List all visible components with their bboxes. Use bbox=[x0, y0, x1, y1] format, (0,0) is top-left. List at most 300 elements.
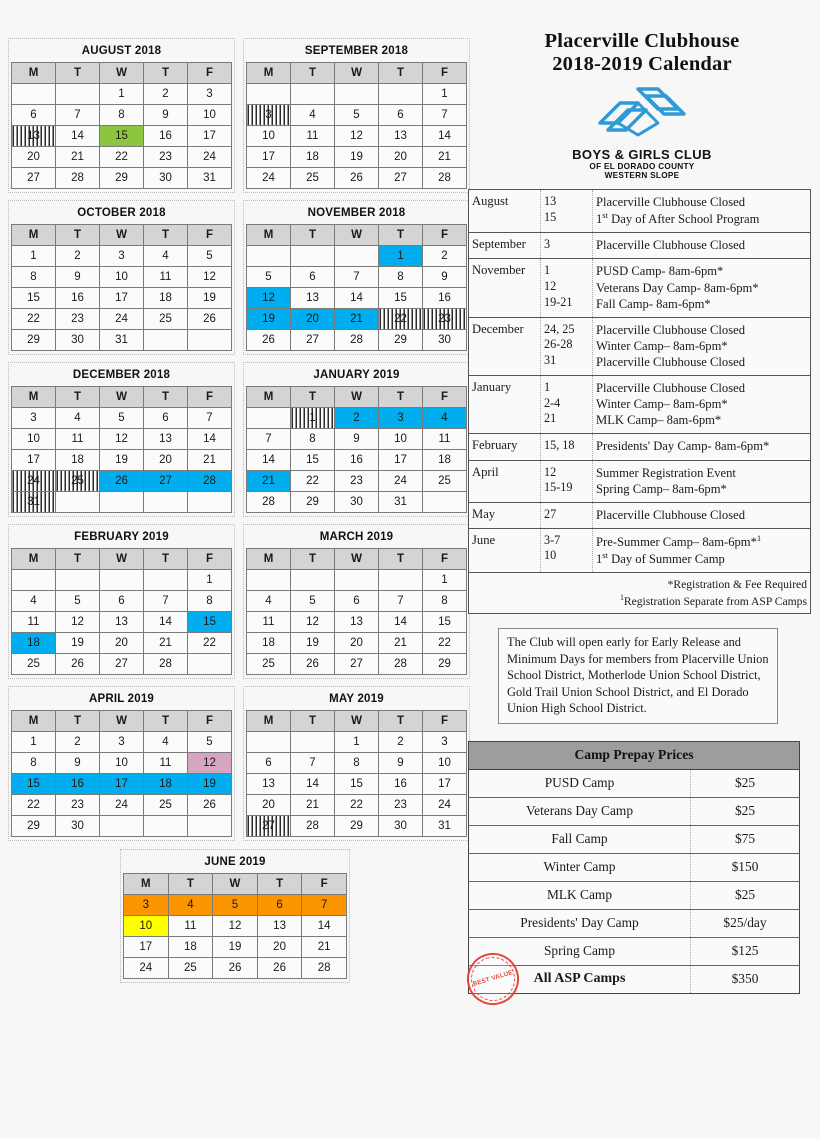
month-table bbox=[246, 548, 467, 675]
price-value: $75 bbox=[691, 825, 800, 853]
day-cell[interactable]: 6 bbox=[257, 895, 302, 916]
day-cell[interactable]: 28 bbox=[247, 492, 291, 513]
week-row bbox=[12, 105, 232, 126]
week-row bbox=[247, 591, 467, 612]
event-month: August bbox=[469, 189, 541, 232]
day-cell[interactable]: 1 bbox=[12, 246, 56, 267]
day-cell[interactable]: 19 bbox=[56, 633, 100, 654]
month-table bbox=[123, 873, 347, 979]
day-cell-empty bbox=[291, 246, 335, 267]
day-cell[interactable]: 19 bbox=[100, 450, 144, 471]
day-cell[interactable]: 16 bbox=[56, 774, 100, 795]
day-cell[interactable]: 14 bbox=[379, 612, 423, 633]
day-cell[interactable]: 29 bbox=[291, 492, 335, 513]
event-row bbox=[469, 376, 811, 434]
day-cell[interactable]: 29 bbox=[379, 330, 423, 351]
day-cell[interactable]: 20 bbox=[291, 309, 335, 330]
day-cell[interactable]: 4 bbox=[168, 895, 213, 916]
month-title: NOVEMBER 2018 bbox=[307, 207, 406, 219]
day-cell[interactable]: 3 bbox=[12, 408, 56, 429]
day-cell[interactable]: 1 bbox=[335, 732, 379, 753]
day-cell[interactable]: 27 bbox=[12, 168, 56, 189]
day-cell[interactable]: 5 bbox=[291, 591, 335, 612]
day-cell[interactable]: 24 bbox=[423, 795, 467, 816]
week-row bbox=[247, 753, 467, 774]
day-cell[interactable]: 18 bbox=[423, 450, 467, 471]
week-row bbox=[247, 84, 467, 105]
event-month: May bbox=[469, 502, 541, 528]
day-cell[interactable]: 28 bbox=[56, 168, 100, 189]
day-cell[interactable]: 22 bbox=[12, 795, 56, 816]
day-cell[interactable]: 7 bbox=[56, 105, 100, 126]
weekday-header: T bbox=[56, 711, 100, 732]
day-cell[interactable]: 23 bbox=[144, 147, 188, 168]
day-cell[interactable]: 12 bbox=[247, 288, 291, 309]
day-cell[interactable]: 25 bbox=[423, 471, 467, 492]
day-cell[interactable]: 2 bbox=[335, 408, 379, 429]
weekday-header: W bbox=[100, 387, 144, 408]
day-cell[interactable]: 16 bbox=[56, 288, 100, 309]
day-cell[interactable]: 4 bbox=[56, 408, 100, 429]
day-cell[interactable]: 24 bbox=[247, 168, 291, 189]
day-cell[interactable]: 31 bbox=[379, 492, 423, 513]
day-cell[interactable]: 31 bbox=[100, 330, 144, 351]
event-date: 15-19 bbox=[544, 480, 573, 495]
day-cell[interactable]: 15 bbox=[12, 774, 56, 795]
day-cell[interactable]: 3 bbox=[188, 84, 232, 105]
day-cell[interactable]: 4 bbox=[12, 591, 56, 612]
day-cell[interactable]: 31 bbox=[188, 168, 232, 189]
day-cell[interactable]: 18 bbox=[12, 633, 56, 654]
day-cell[interactable]: 16 bbox=[423, 288, 467, 309]
day-cell[interactable]: 21 bbox=[335, 309, 379, 330]
day-cell[interactable]: 30 bbox=[423, 330, 467, 351]
day-cell[interactable]: 2 bbox=[379, 732, 423, 753]
day-cell[interactable]: 6 bbox=[100, 591, 144, 612]
weekday-header: W bbox=[100, 225, 144, 246]
day-cell[interactable]: 24 bbox=[188, 147, 232, 168]
day-cell[interactable]: 30 bbox=[144, 168, 188, 189]
day-cell[interactable]: 14 bbox=[56, 126, 100, 147]
day-cell[interactable]: 1 bbox=[100, 84, 144, 105]
day-cell[interactable]: 14 bbox=[302, 916, 347, 937]
weekday-header: F bbox=[188, 225, 232, 246]
day-cell[interactable]: 5 bbox=[188, 732, 232, 753]
event-row bbox=[469, 317, 811, 375]
day-cell[interactable]: 26 bbox=[335, 168, 379, 189]
day-cell[interactable]: 8 bbox=[335, 753, 379, 774]
day-cell[interactable]: 26 bbox=[247, 330, 291, 351]
day-cell[interactable]: 20 bbox=[247, 795, 291, 816]
day-cell[interactable]: 7 bbox=[335, 267, 379, 288]
day-cell[interactable]: 16 bbox=[144, 126, 188, 147]
day-cell[interactable]: 23 bbox=[56, 309, 100, 330]
day-cell[interactable]: 29 bbox=[423, 654, 467, 675]
day-cell[interactable]: 10 bbox=[379, 429, 423, 450]
event-dates bbox=[541, 434, 593, 460]
day-cell[interactable]: 30 bbox=[56, 330, 100, 351]
event-footnotes bbox=[469, 573, 811, 614]
day-cell[interactable]: 8 bbox=[12, 267, 56, 288]
price-row bbox=[469, 937, 800, 965]
day-cell[interactable]: 5 bbox=[213, 895, 258, 916]
day-cell[interactable]: 22 bbox=[379, 309, 423, 330]
day-cell[interactable]: 18 bbox=[144, 774, 188, 795]
day-cell[interactable]: 27 bbox=[291, 330, 335, 351]
day-cell[interactable]: 12 bbox=[213, 916, 258, 937]
day-cell[interactable]: 11 bbox=[291, 126, 335, 147]
day-cell[interactable]: 17 bbox=[124, 937, 169, 958]
day-cell[interactable]: 18 bbox=[144, 288, 188, 309]
day-cell-empty bbox=[144, 492, 188, 513]
day-cell[interactable]: 28 bbox=[188, 471, 232, 492]
day-cell[interactable]: 15 bbox=[423, 612, 467, 633]
day-cell[interactable]: 1 bbox=[423, 84, 467, 105]
page-title bbox=[468, 30, 816, 76]
day-cell[interactable]: 8 bbox=[291, 429, 335, 450]
week-row bbox=[247, 816, 467, 837]
day-cell[interactable]: 7 bbox=[302, 895, 347, 916]
day-cell[interactable]: 6 bbox=[335, 591, 379, 612]
day-cell[interactable]: 1 bbox=[379, 246, 423, 267]
day-cell[interactable]: 12 bbox=[291, 612, 335, 633]
day-cell[interactable]: 11 bbox=[144, 753, 188, 774]
day-cell[interactable]: 9 bbox=[379, 753, 423, 774]
day-cell[interactable]: 10 bbox=[100, 753, 144, 774]
day-cell[interactable]: 25 bbox=[247, 654, 291, 675]
day-cell[interactable]: 8 bbox=[12, 753, 56, 774]
day-cell[interactable]: 13 bbox=[12, 126, 56, 147]
day-cell[interactable]: 1 bbox=[423, 570, 467, 591]
day-cell[interactable]: 8 bbox=[188, 591, 232, 612]
day-cell[interactable]: 13 bbox=[291, 288, 335, 309]
day-cell[interactable]: 25 bbox=[56, 471, 100, 492]
day-cell[interactable]: 20 bbox=[335, 633, 379, 654]
day-cell[interactable]: 11 bbox=[247, 612, 291, 633]
day-cell[interactable]: 28 bbox=[423, 168, 467, 189]
day-cell[interactable]: 2 bbox=[423, 246, 467, 267]
day-cell[interactable]: 28 bbox=[144, 654, 188, 675]
day-cell[interactable]: 19 bbox=[213, 937, 258, 958]
day-cell[interactable]: 12 bbox=[188, 267, 232, 288]
day-cell[interactable]: 19 bbox=[335, 147, 379, 168]
day-cell[interactable]: 24 bbox=[12, 471, 56, 492]
day-cell[interactable]: 20 bbox=[144, 450, 188, 471]
day-cell[interactable]: 16 bbox=[335, 450, 379, 471]
day-cell[interactable]: 23 bbox=[379, 795, 423, 816]
day-cell[interactable]: 30 bbox=[335, 492, 379, 513]
months-host bbox=[0, 38, 470, 990]
day-cell-empty bbox=[335, 246, 379, 267]
price-row bbox=[469, 909, 800, 937]
weekday-header: W bbox=[100, 549, 144, 570]
day-cell[interactable]: 4 bbox=[247, 591, 291, 612]
day-cell[interactable]: 3 bbox=[423, 732, 467, 753]
day-cell[interactable]: 17 bbox=[100, 774, 144, 795]
day-cell[interactable]: 6 bbox=[291, 267, 335, 288]
day-cell[interactable]: 20 bbox=[379, 147, 423, 168]
day-cell[interactable]: 14 bbox=[335, 288, 379, 309]
day-cell[interactable]: 21 bbox=[291, 795, 335, 816]
day-cell[interactable]: 4 bbox=[144, 246, 188, 267]
price-name: BEST VALUE All ASP Camps bbox=[469, 965, 691, 993]
day-cell[interactable]: 14 bbox=[291, 774, 335, 795]
day-cell[interactable]: 14 bbox=[423, 126, 467, 147]
month-title: JANUARY 2019 bbox=[313, 369, 400, 381]
day-cell[interactable]: 10 bbox=[124, 916, 169, 937]
day-cell[interactable]: 10 bbox=[12, 429, 56, 450]
logo-org-sub1: OF EL DORADO COUNTY bbox=[589, 161, 695, 171]
week-row bbox=[12, 408, 232, 429]
event-dates bbox=[541, 189, 593, 232]
day-cell[interactable]: 16 bbox=[379, 774, 423, 795]
prices-table-title: Camp Prepay Prices bbox=[469, 741, 800, 769]
day-cell[interactable]: 31 bbox=[423, 816, 467, 837]
day-cell[interactable]: 3 bbox=[247, 105, 291, 126]
day-cell[interactable]: 17 bbox=[247, 147, 291, 168]
day-cell[interactable]: 11 bbox=[423, 429, 467, 450]
day-cell[interactable]: 10 bbox=[247, 126, 291, 147]
day-cell[interactable]: 25 bbox=[291, 168, 335, 189]
day-cell[interactable]: 11 bbox=[12, 612, 56, 633]
day-cell[interactable]: 14 bbox=[247, 450, 291, 471]
event-description: Pre-Summer Camp– 8am-6pm*$^1$ bbox=[596, 532, 762, 550]
day-cell[interactable]: 27 bbox=[335, 654, 379, 675]
day-cell[interactable]: 15 bbox=[379, 288, 423, 309]
day-cell[interactable]: 7 bbox=[188, 408, 232, 429]
day-cell[interactable]: 29 bbox=[12, 330, 56, 351]
day-cell[interactable]: 4 bbox=[144, 732, 188, 753]
day-cell[interactable]: 30 bbox=[379, 816, 423, 837]
day-cell[interactable]: 28 bbox=[379, 654, 423, 675]
event-description: Placerville Clubhouse Closed bbox=[596, 354, 746, 369]
day-cell[interactable]: 17 bbox=[12, 450, 56, 471]
week-row bbox=[247, 471, 467, 492]
day-cell[interactable]: 26 bbox=[291, 654, 335, 675]
week-row bbox=[247, 309, 467, 330]
event-footnotes-row bbox=[469, 573, 811, 614]
day-cell[interactable]: 13 bbox=[379, 126, 423, 147]
day-cell[interactable]: 29 bbox=[12, 816, 56, 837]
day-cell[interactable]: 20 bbox=[100, 633, 144, 654]
day-cell[interactable]: 24 bbox=[100, 795, 144, 816]
day-cell[interactable]: 13 bbox=[257, 916, 302, 937]
day-cell[interactable]: 25 bbox=[168, 958, 213, 979]
day-cell[interactable]: 27 bbox=[144, 471, 188, 492]
event-descriptions bbox=[593, 376, 811, 434]
day-cell[interactable]: 26 bbox=[257, 958, 302, 979]
day-cell[interactable]: 4 bbox=[291, 105, 335, 126]
day-cell[interactable]: 7 bbox=[379, 591, 423, 612]
day-cell[interactable]: 18 bbox=[168, 937, 213, 958]
event-description: Winter Camp– 8am-6pm* bbox=[596, 397, 728, 412]
day-cell[interactable]: 2 bbox=[56, 246, 100, 267]
day-cell[interactable]: 24 bbox=[124, 958, 169, 979]
week-row bbox=[247, 288, 467, 309]
day-cell[interactable]: 14 bbox=[144, 612, 188, 633]
day-cell[interactable]: 28 bbox=[302, 958, 347, 979]
day-cell[interactable]: 12 bbox=[335, 126, 379, 147]
day-cell[interactable]: 10 bbox=[188, 105, 232, 126]
day-cell[interactable]: 20 bbox=[12, 147, 56, 168]
day-cell[interactable]: 29 bbox=[335, 816, 379, 837]
day-cell[interactable]: 21 bbox=[302, 937, 347, 958]
day-cell[interactable]: 27 bbox=[247, 816, 291, 837]
day-cell[interactable]: 15 bbox=[188, 612, 232, 633]
day-cell[interactable]: 5 bbox=[188, 246, 232, 267]
day-cell[interactable]: 7 bbox=[247, 429, 291, 450]
day-cell[interactable]: 5 bbox=[247, 267, 291, 288]
day-cell[interactable]: 31 bbox=[12, 492, 56, 513]
day-cell[interactable]: 7 bbox=[423, 105, 467, 126]
day-cell[interactable]: 22 bbox=[335, 795, 379, 816]
day-cell[interactable]: 21 bbox=[247, 471, 291, 492]
day-cell[interactable]: 12 bbox=[100, 429, 144, 450]
day-cell[interactable]: 21 bbox=[188, 450, 232, 471]
day-cell[interactable]: 7 bbox=[144, 591, 188, 612]
day-cell[interactable]: 12 bbox=[56, 612, 100, 633]
day-cell[interactable]: 8 bbox=[379, 267, 423, 288]
day-cell[interactable]: 3 bbox=[100, 246, 144, 267]
week-row bbox=[12, 126, 232, 147]
event-row bbox=[469, 259, 811, 317]
day-cell[interactable]: 6 bbox=[247, 753, 291, 774]
day-cell[interactable]: 13 bbox=[335, 612, 379, 633]
weekday-header: M bbox=[12, 711, 56, 732]
month-title: JUNE 2019 bbox=[204, 856, 266, 868]
day-cell-empty bbox=[291, 84, 335, 105]
day-cell[interactable]: 18 bbox=[291, 147, 335, 168]
day-cell[interactable]: 22 bbox=[100, 147, 144, 168]
day-cell[interactable]: 17 bbox=[423, 774, 467, 795]
day-cell[interactable]: 3 bbox=[124, 895, 169, 916]
day-cell[interactable]: 14 bbox=[188, 429, 232, 450]
day-cell[interactable]: 5 bbox=[56, 591, 100, 612]
day-cell[interactable]: 21 bbox=[379, 633, 423, 654]
day-cell[interactable]: 11 bbox=[56, 429, 100, 450]
weekday-header: F bbox=[302, 874, 347, 895]
day-cell[interactable]: 29 bbox=[100, 168, 144, 189]
day-cell[interactable]: 23 bbox=[56, 795, 100, 816]
day-cell[interactable]: 22 bbox=[423, 633, 467, 654]
day-cell[interactable]: 17 bbox=[100, 288, 144, 309]
day-cell[interactable]: 9 bbox=[423, 267, 467, 288]
day-cell[interactable]: 4 bbox=[423, 408, 467, 429]
day-cell[interactable]: 11 bbox=[168, 916, 213, 937]
day-cell[interactable]: 1 bbox=[12, 732, 56, 753]
day-cell[interactable]: 13 bbox=[247, 774, 291, 795]
week-row bbox=[12, 429, 232, 450]
day-cell[interactable]: 19 bbox=[247, 309, 291, 330]
day-cell[interactable]: 19 bbox=[188, 288, 232, 309]
day-cell-empty bbox=[12, 84, 56, 105]
day-cell[interactable]: 22 bbox=[188, 633, 232, 654]
day-cell[interactable]: 15 bbox=[100, 126, 144, 147]
price-value: $350 bbox=[691, 965, 800, 993]
day-cell[interactable]: 3 bbox=[100, 732, 144, 753]
day-cell[interactable]: 1 bbox=[291, 408, 335, 429]
day-cell[interactable]: 27 bbox=[379, 168, 423, 189]
day-cell[interactable]: 26 bbox=[56, 654, 100, 675]
day-cell[interactable]: 19 bbox=[291, 633, 335, 654]
day-cell[interactable]: 8 bbox=[100, 105, 144, 126]
day-cell[interactable]: 15 bbox=[335, 774, 379, 795]
event-date: 27 bbox=[544, 506, 557, 521]
day-cell[interactable]: 13 bbox=[100, 612, 144, 633]
day-cell[interactable]: 9 bbox=[56, 753, 100, 774]
day-cell[interactable]: 26 bbox=[188, 795, 232, 816]
day-cell[interactable]: 11 bbox=[144, 267, 188, 288]
day-cell[interactable]: 15 bbox=[12, 288, 56, 309]
day-cell[interactable]: 9 bbox=[144, 105, 188, 126]
day-cell[interactable]: 26 bbox=[213, 958, 258, 979]
day-cell[interactable]: 22 bbox=[291, 471, 335, 492]
day-cell[interactable]: 19 bbox=[188, 774, 232, 795]
day-cell[interactable]: 6 bbox=[379, 105, 423, 126]
day-cell[interactable]: 18 bbox=[247, 633, 291, 654]
day-cell[interactable]: 15 bbox=[291, 450, 335, 471]
day-cell[interactable]: 24 bbox=[100, 309, 144, 330]
day-cell[interactable]: 21 bbox=[423, 147, 467, 168]
day-cell[interactable]: 22 bbox=[12, 309, 56, 330]
day-cell[interactable]: 17 bbox=[379, 450, 423, 471]
day-cell[interactable]: 2 bbox=[56, 732, 100, 753]
month-title: MAY 2019 bbox=[329, 693, 384, 705]
weekday-header: F bbox=[188, 63, 232, 84]
event-dates bbox=[541, 528, 593, 573]
day-cell[interactable]: 8 bbox=[423, 591, 467, 612]
day-cell[interactable]: 26 bbox=[100, 471, 144, 492]
day-cell[interactable]: 21 bbox=[56, 147, 100, 168]
day-cell[interactable]: 9 bbox=[335, 429, 379, 450]
day-cell[interactable]: 13 bbox=[144, 429, 188, 450]
day-cell[interactable]: 26 bbox=[188, 309, 232, 330]
boys-girls-club-logo-icon bbox=[594, 83, 690, 141]
day-cell[interactable]: 6 bbox=[144, 408, 188, 429]
day-cell[interactable]: 5 bbox=[100, 408, 144, 429]
event-date: 19-21 bbox=[544, 294, 573, 309]
day-cell[interactable]: 21 bbox=[144, 633, 188, 654]
day-cell[interactable]: 6 bbox=[12, 105, 56, 126]
day-cell[interactable]: 25 bbox=[144, 795, 188, 816]
day-cell[interactable]: 1 bbox=[188, 570, 232, 591]
day-cell[interactable]: 10 bbox=[423, 753, 467, 774]
day-cell[interactable]: 17 bbox=[188, 126, 232, 147]
day-cell[interactable]: 23 bbox=[335, 471, 379, 492]
day-cell[interactable]: 25 bbox=[144, 309, 188, 330]
day-cell[interactable]: 2 bbox=[144, 84, 188, 105]
day-cell[interactable]: 27 bbox=[100, 654, 144, 675]
day-cell[interactable]: 3 bbox=[379, 408, 423, 429]
month-block bbox=[8, 38, 235, 193]
day-cell[interactable]: 9 bbox=[56, 267, 100, 288]
week-row bbox=[12, 246, 232, 267]
calendar-row bbox=[0, 686, 470, 848]
day-cell[interactable]: 5 bbox=[335, 105, 379, 126]
week-row bbox=[247, 126, 467, 147]
day-cell[interactable]: 18 bbox=[56, 450, 100, 471]
day-cell[interactable]: 10 bbox=[100, 267, 144, 288]
day-cell[interactable]: 30 bbox=[56, 816, 100, 837]
day-cell[interactable]: 28 bbox=[335, 330, 379, 351]
day-cell[interactable]: 25 bbox=[12, 654, 56, 675]
day-cell[interactable]: 23 bbox=[423, 309, 467, 330]
day-cell[interactable]: 12 bbox=[188, 753, 232, 774]
day-cell[interactable]: 20 bbox=[257, 937, 302, 958]
day-cell[interactable]: 24 bbox=[379, 471, 423, 492]
day-cell[interactable]: 28 bbox=[291, 816, 335, 837]
day-cell[interactable]: 7 bbox=[291, 753, 335, 774]
